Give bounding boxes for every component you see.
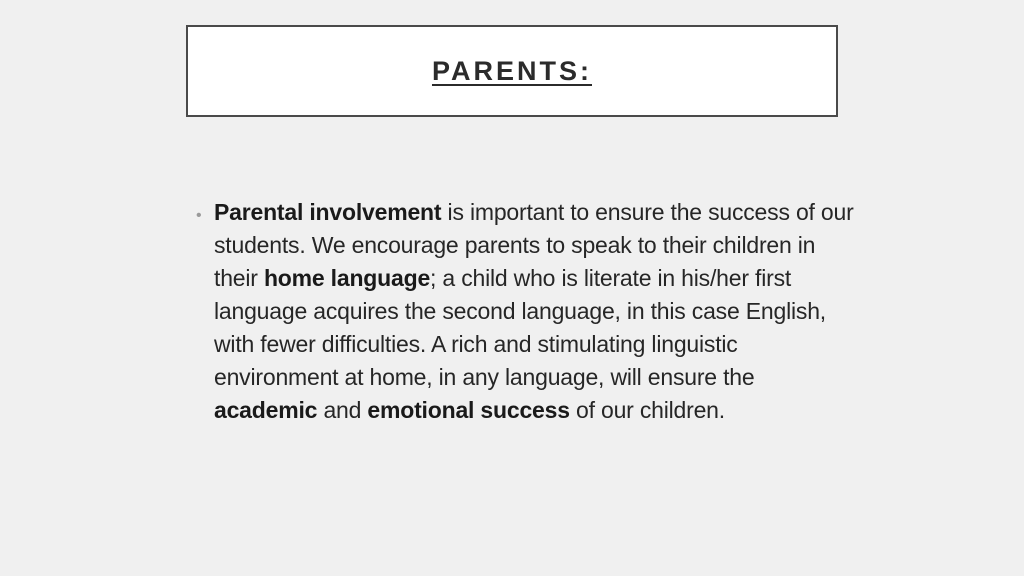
text-segment-bold: academic — [214, 397, 318, 423]
text-segment: of our children. — [569, 397, 725, 423]
text-segment: is important to ensure the success of our students. We encourage parents to speak to their children in their — [214, 199, 854, 291]
slide-content — [196, 196, 856, 427]
title-box — [186, 25, 838, 117]
text-segment-bold: Parental involvement — [214, 199, 442, 225]
text-segment: and — [317, 397, 368, 423]
bullet-paragraph — [214, 196, 856, 427]
bullet-item — [196, 196, 856, 427]
slide-title: PARENTS: — [431, 55, 592, 86]
text-segment-bold: home language — [263, 265, 431, 291]
bullet-dot-icon: • — [196, 207, 202, 224]
text-segment-bold: emotional success — [367, 397, 570, 423]
text-segment: ; a child who is literate in his/her first language acquires the second language, in this case English, with fewer difficulties. A rich and stimulating linguistic environment at home, in any language, will ensure the — [214, 265, 826, 390]
